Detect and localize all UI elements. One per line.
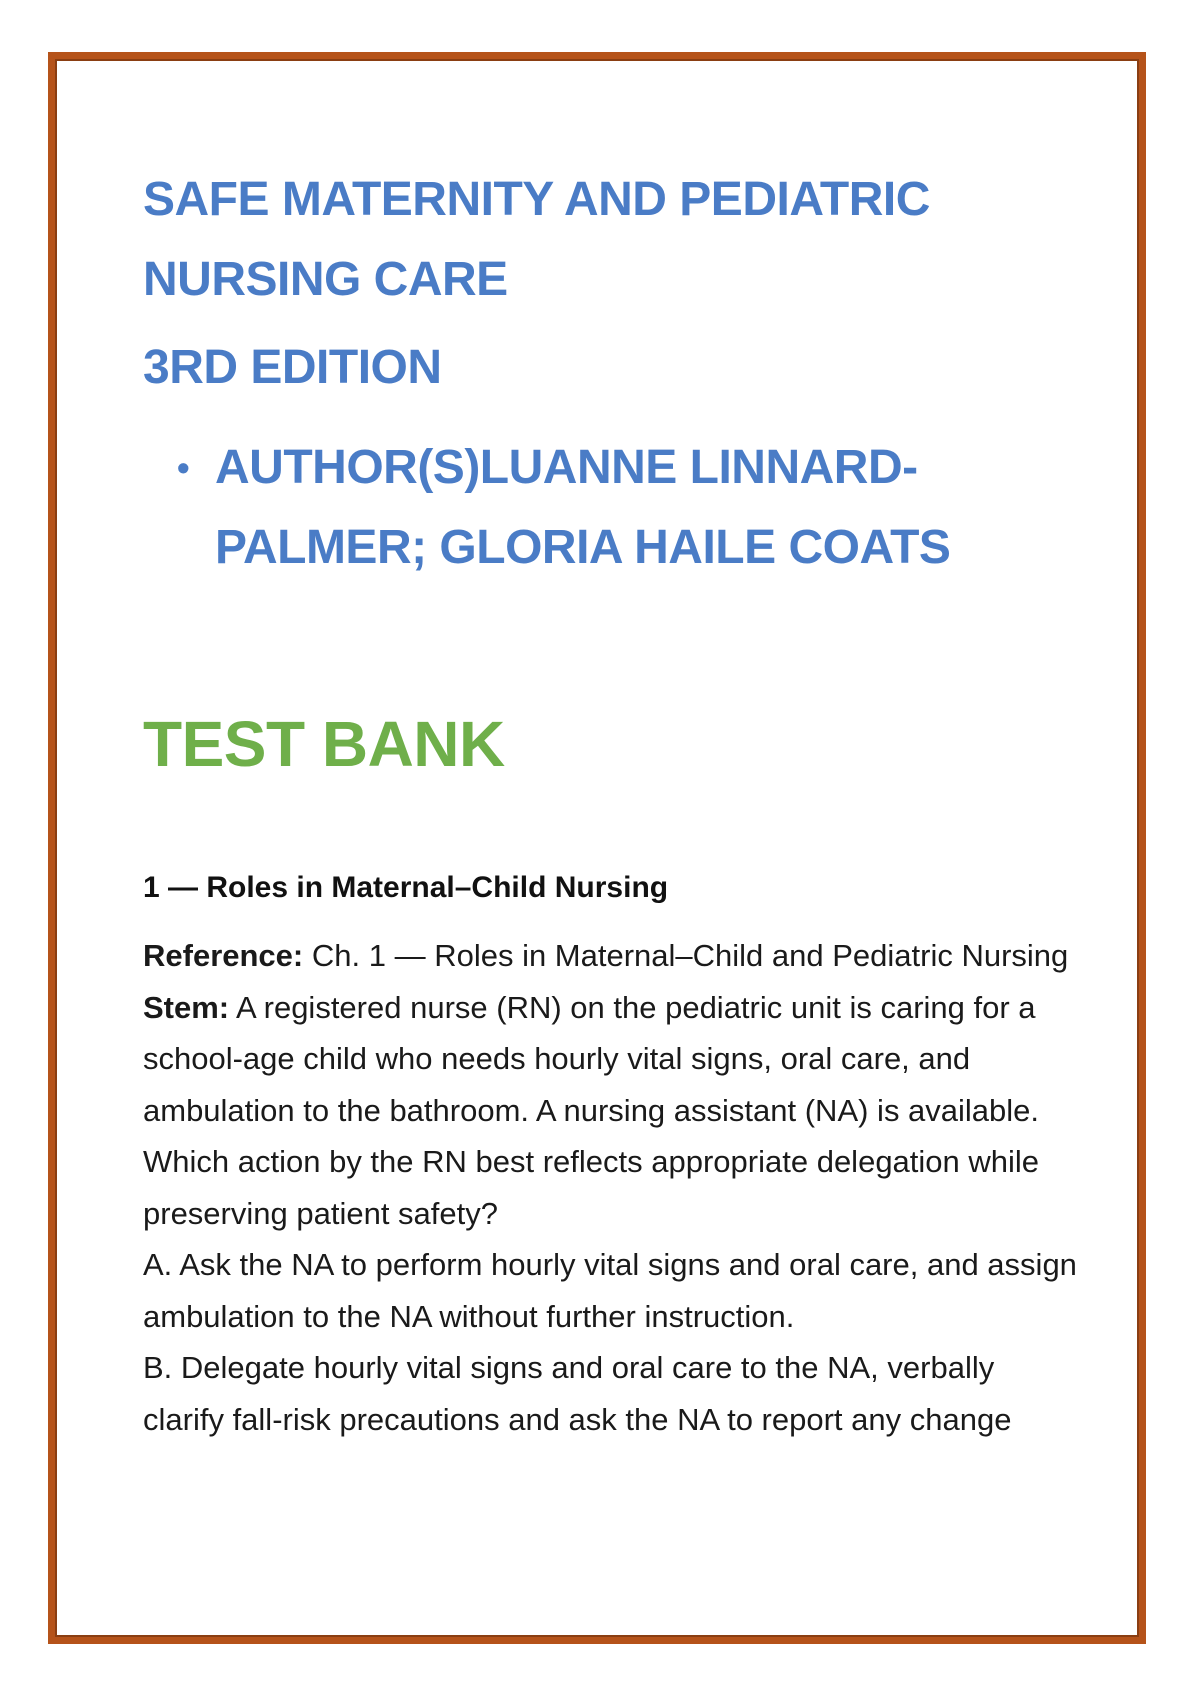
stem-text: A registered nurse (RN) on the pediatric unit is caring for a school-age child who needs hourly vital signs, oral care, and ambulation to the bathroom. A nursing assistant (NA) is available. Which action by the RN best reflects appropriate delegation while preserving patient safety? — [143, 989, 1040, 1231]
reference-text: Ch. 1 — Roles in Maternal–Child and Pediatric Nursing — [311, 938, 1069, 973]
authors-line — [143, 428, 1083, 588]
reference-line — [143, 930, 1083, 982]
question-body — [143, 930, 1083, 1445]
section-title: TEST BANK — [143, 708, 505, 780]
bullet-icon: • — [177, 447, 190, 488]
document-content — [143, 160, 1083, 1445]
stem-label: Stem: — [143, 989, 230, 1025]
edition-label: 3RD EDITION — [143, 341, 442, 394]
stem-line — [143, 982, 1083, 1240]
question-heading: 1 — Roles in Maternal–Child Nursing — [143, 871, 669, 904]
option-a: A. Ask the NA to perform hourly vital signs and oral care, and assign ambulation to the NA without further instruction. — [143, 1247, 1077, 1334]
reference-label: Reference: — [143, 938, 304, 973]
authors-text: AUTHOR(S)LUANNE LINNARD-PALMER; GLORIA HAILE COATS — [215, 441, 951, 574]
option-b: B. Delegate hourly vital signs and oral care to the NA, verbally clarify fall-risk precautions and ask the NA to report any change — [143, 1350, 1012, 1437]
book-title: SAFE MATERNITY AND PEDIATRIC NURSING CARE — [143, 173, 930, 306]
